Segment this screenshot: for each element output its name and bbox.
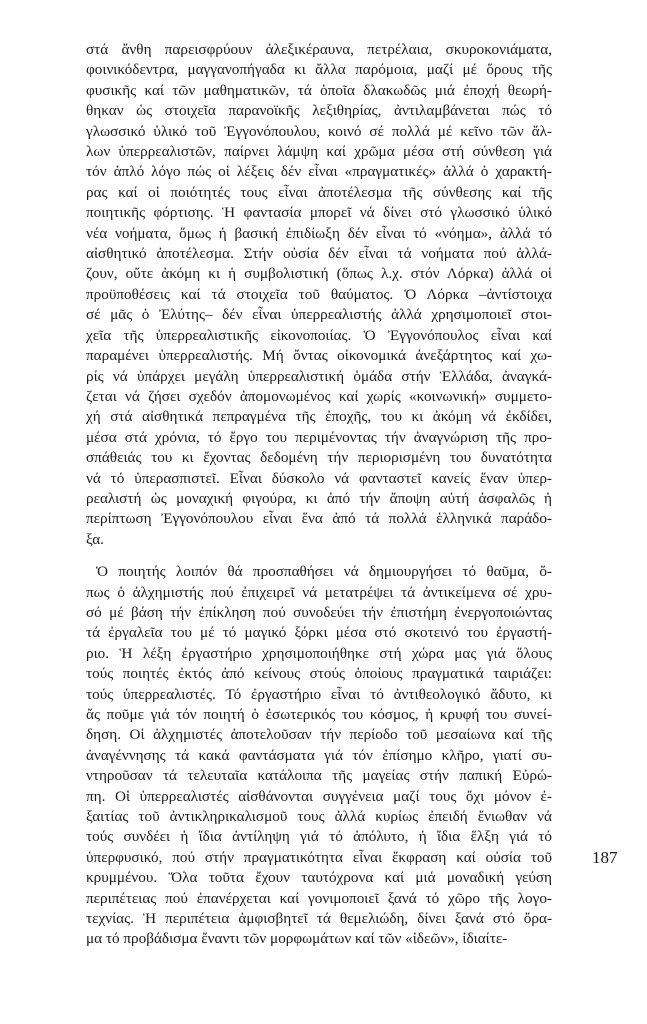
text-line: παραμένει ὑπερρεαλιστής. Μή ὄντας οἰκονομικά ἀνεξάρτητος καί χω-: [86, 347, 552, 365]
text-line: ζεται νά ζήσει σχεδόν ἀπομονωμένος καί χωρίς «κοινωνική» συμμετο-: [86, 387, 552, 405]
paragraph-1: [86, 40, 552, 550]
text-line: τά ἐργαλεῖα του μέ τό μαγικό ξόρκι μέσα στό σκοτεινό του ἐργαστή-: [86, 624, 552, 642]
text-column: [86, 40, 552, 950]
text-line: ριο. Ἡ λέξη ἐργαστήριο χρησιμοποιήθηκε στή χώρα μας γιά ὅλους: [86, 644, 552, 662]
text-line: περίπτωση Ἐγγονόπουλου εἶναι ἕνα ἀπό τά πολλά ἑλληνικά παράδο-: [86, 510, 552, 528]
text-line: ρίς νά ὑπάρχει μεγάλη ὑπερρεαλιστική ὁμάδα στήν Ἑλλάδα, ἀναγκά-: [86, 367, 552, 385]
text-line: σό μέ βάση τήν ἐπίκληση πού συνοδεύει τήν ἐπιστήμη ἐνεργοποιώντας: [86, 603, 552, 621]
text-line: ποιητικῆς φόρτισης. Ἡ φαντασία μπορεῖ νά δίνει στό γλωσσικό ὑλικό: [86, 204, 552, 222]
text-line: νέα νοήματα, ὅμως ἡ βασική ἐπιδίωξη δέν εἶναι τό «νόημα», ἀλλά τό: [86, 224, 552, 242]
text-line: μέσα στά χρόνια, τό ἔργο του περιμένοντας τήν ἀναγνώριση τῆς προ-: [86, 428, 552, 446]
text-line: φοινικόδεντρα, μαγγανοπήγαδα κι ἄλλα παρόμοια, μαζί μέ ὅρους τῆς: [86, 61, 552, 79]
text-line: κρυμμένου. Ὅλα τοῦτα ἔχουν ταυτόχρονα καί μιά μοναδική γεύση: [86, 869, 552, 887]
text-line: αἰσθητικό ἀποτέλεσμα. Στήν οὐσία δέν εἶναι τά νοήματα πού ἀλλά-: [86, 245, 552, 263]
text-line: χή στά αἰσθητικά πεπραγμένα τῆς ἐποχῆς, του κι ἀκόμη νά ἐκδίδει,: [86, 408, 552, 426]
text-line: τούς ὑπερρεαλιστές. Τό ἐργαστήριο εἶναι τό ἀντιθεολογικό ἄδυτο, κι: [86, 685, 552, 703]
text-line: σέ μᾶς ὁ Ἐλύτης– δέν εἶναι ὑπερρεαλιστής ἀλλά χρησιμοποιεῖ στοι-: [86, 306, 552, 324]
text-line: ρεαλιστή ὡς μοναχική φιγούρα, κι ἀπό τήν ἄποψη αὐτή ἀσφαλῶς ἡ: [86, 489, 552, 507]
text-line: γλωσσικό ὑλικό τοῦ Ἐγγονόπουλου, κοινό σέ πολλά μέ κεῖνο τῶν ἄλ-: [86, 122, 552, 140]
text-line: πη. Οἱ ὑπερρεαλιστές αἰσθάνονται συγγένεια μαζί τους ὄχι μόνον ἐ-: [86, 787, 552, 805]
text-line: τόν ἁπλό λόγο πώς οἱ λέξεις δέν εἶναι «πραγματικές» ἀλλά ὁ χαρακτή-: [86, 163, 552, 181]
text-line: Ὁ ποιητής λοιπόν θά προσπαθήσει νά δημιουργήσει τό θαῦμα, ὅ-: [96, 563, 552, 581]
text-line: ἄς ποῦμε γιά τόν ποιητή ὁ ἐσωτερικός του κόσμος, ἡ κρυφή του συνεί-: [86, 706, 552, 723]
text-line: δηση. Οἱ ἀλχημιστές ἀποτελοῦσαν τήν περίοδο τοῦ μεσαίωνα καί τῆς: [86, 726, 552, 744]
text-line: ὑπερφυσικό, πού στήν πραγματικότητα εἶναι ἔκφραση καί οὐσία τοῦ: [86, 848, 552, 866]
text-line: θηκαν ὡς στοιχεῖα παρανοϊκῆς λεξιθηρίας, ἀντιλαμβάνεται πώς τό: [86, 102, 552, 120]
text-line: σπάθειάς του κι ἔχοντας δεδομένη τήν περιορισμένη του δυνατότητα: [86, 449, 552, 467]
page-number: 187: [592, 848, 618, 867]
text-line: τούς συνδέει ἡ ἴδια ἀντίληψη γιά τό ἀπόλυτο, ἡ ἴδια ἕλξη γιά τό: [86, 828, 552, 846]
text-line: ρας καί οἱ ποιότητές τους εἶναι ἀποτέλεσμα τῆς σύνθεσης καί τῆς: [86, 183, 552, 201]
text-line: ἀναγέννησης τά κακά φαντάσματα γιά τόν ἐπίσημο κλῆρο, γιατί συ-: [86, 746, 552, 764]
paragraph-2: [86, 562, 552, 950]
text-line: νά τό ὑπερασπιστεῖ. Εἶναι δύσκολο νά φανταστεῖ κανείς ἕναν ὑπερ-: [86, 469, 552, 487]
text-line: μα τό προβάδισμα ἔναντι τῶν μορφωμάτων καί τῶν «ἰδεῶν», ἰδιαίτε-: [86, 930, 508, 948]
text-line: χεῖα τῆς ὑπερρεαλιστικῆς εἰκονοποιίας. Ὁ Ἐγγονόπουλος εἶναι καί: [86, 326, 552, 344]
text-line: τούς ποιητές ἐκτός ἀπό κείνους στούς ὁποίους πραγματικά ταιριάζει:: [86, 665, 552, 683]
text-line: ζουν, οὔτε ἀκόμη κι ἡ συμβολιστική (ὅπως λ.χ. στόν Λόρκα) ἀλλά οἱ: [86, 265, 552, 283]
text-line: πως ὁ ἀλχημιστής πού ἐπιχειρεῖ νά μετατρέψει τά ἀντικείμενα σέ χρυ-: [86, 583, 552, 601]
paragraph-spacing: [86, 550, 552, 562]
text-line: φυσικῆς καί τῶν μαθηματικῶν, τά ὁποῖα δλακωδῶς μιά ἐποχή θεωρή-: [86, 81, 552, 99]
text-line: τεχνίας. Ἡ περιπέτεια ἀμφισβητεῖ τά θεμελιώδη, δίνει ξανά στό ὄρα-: [86, 910, 552, 928]
text-line: ξα.: [86, 530, 104, 548]
text-line: λων ὑπερρεαλιστῶν, παίρνει λάμψη καί χρῶμα μέσα στή σύνθεση γιά: [86, 143, 552, 161]
text-line: ντηροῦσαν τά τελευταῖα κατάλοιπα τῆς μαγείας στήν παπική Εὐρώ-: [86, 767, 552, 785]
text-line: προϋποθέσεις καί τά στοιχεῖα τοῦ θαύματος. Ὁ Λόρκα –ἀντίστοιχα: [86, 285, 552, 303]
text-line: ξαιτίας τοῦ ἀντικληρικαλισμοῦ τους ἀλλά κυρίως ἐπειδή ἔνιωθαν νά: [86, 808, 552, 826]
text-line: περιπέτειας πού ἐπανέρχεται καί γονιμοποιεῖ ξανά τό χῶρο τῆς λογο-: [86, 889, 552, 907]
text-line: στά ἄνθη παρεισφρύουν ἀλεξικέραυνα, πετρέλαια, σκυροκονιάματα,: [86, 41, 552, 58]
